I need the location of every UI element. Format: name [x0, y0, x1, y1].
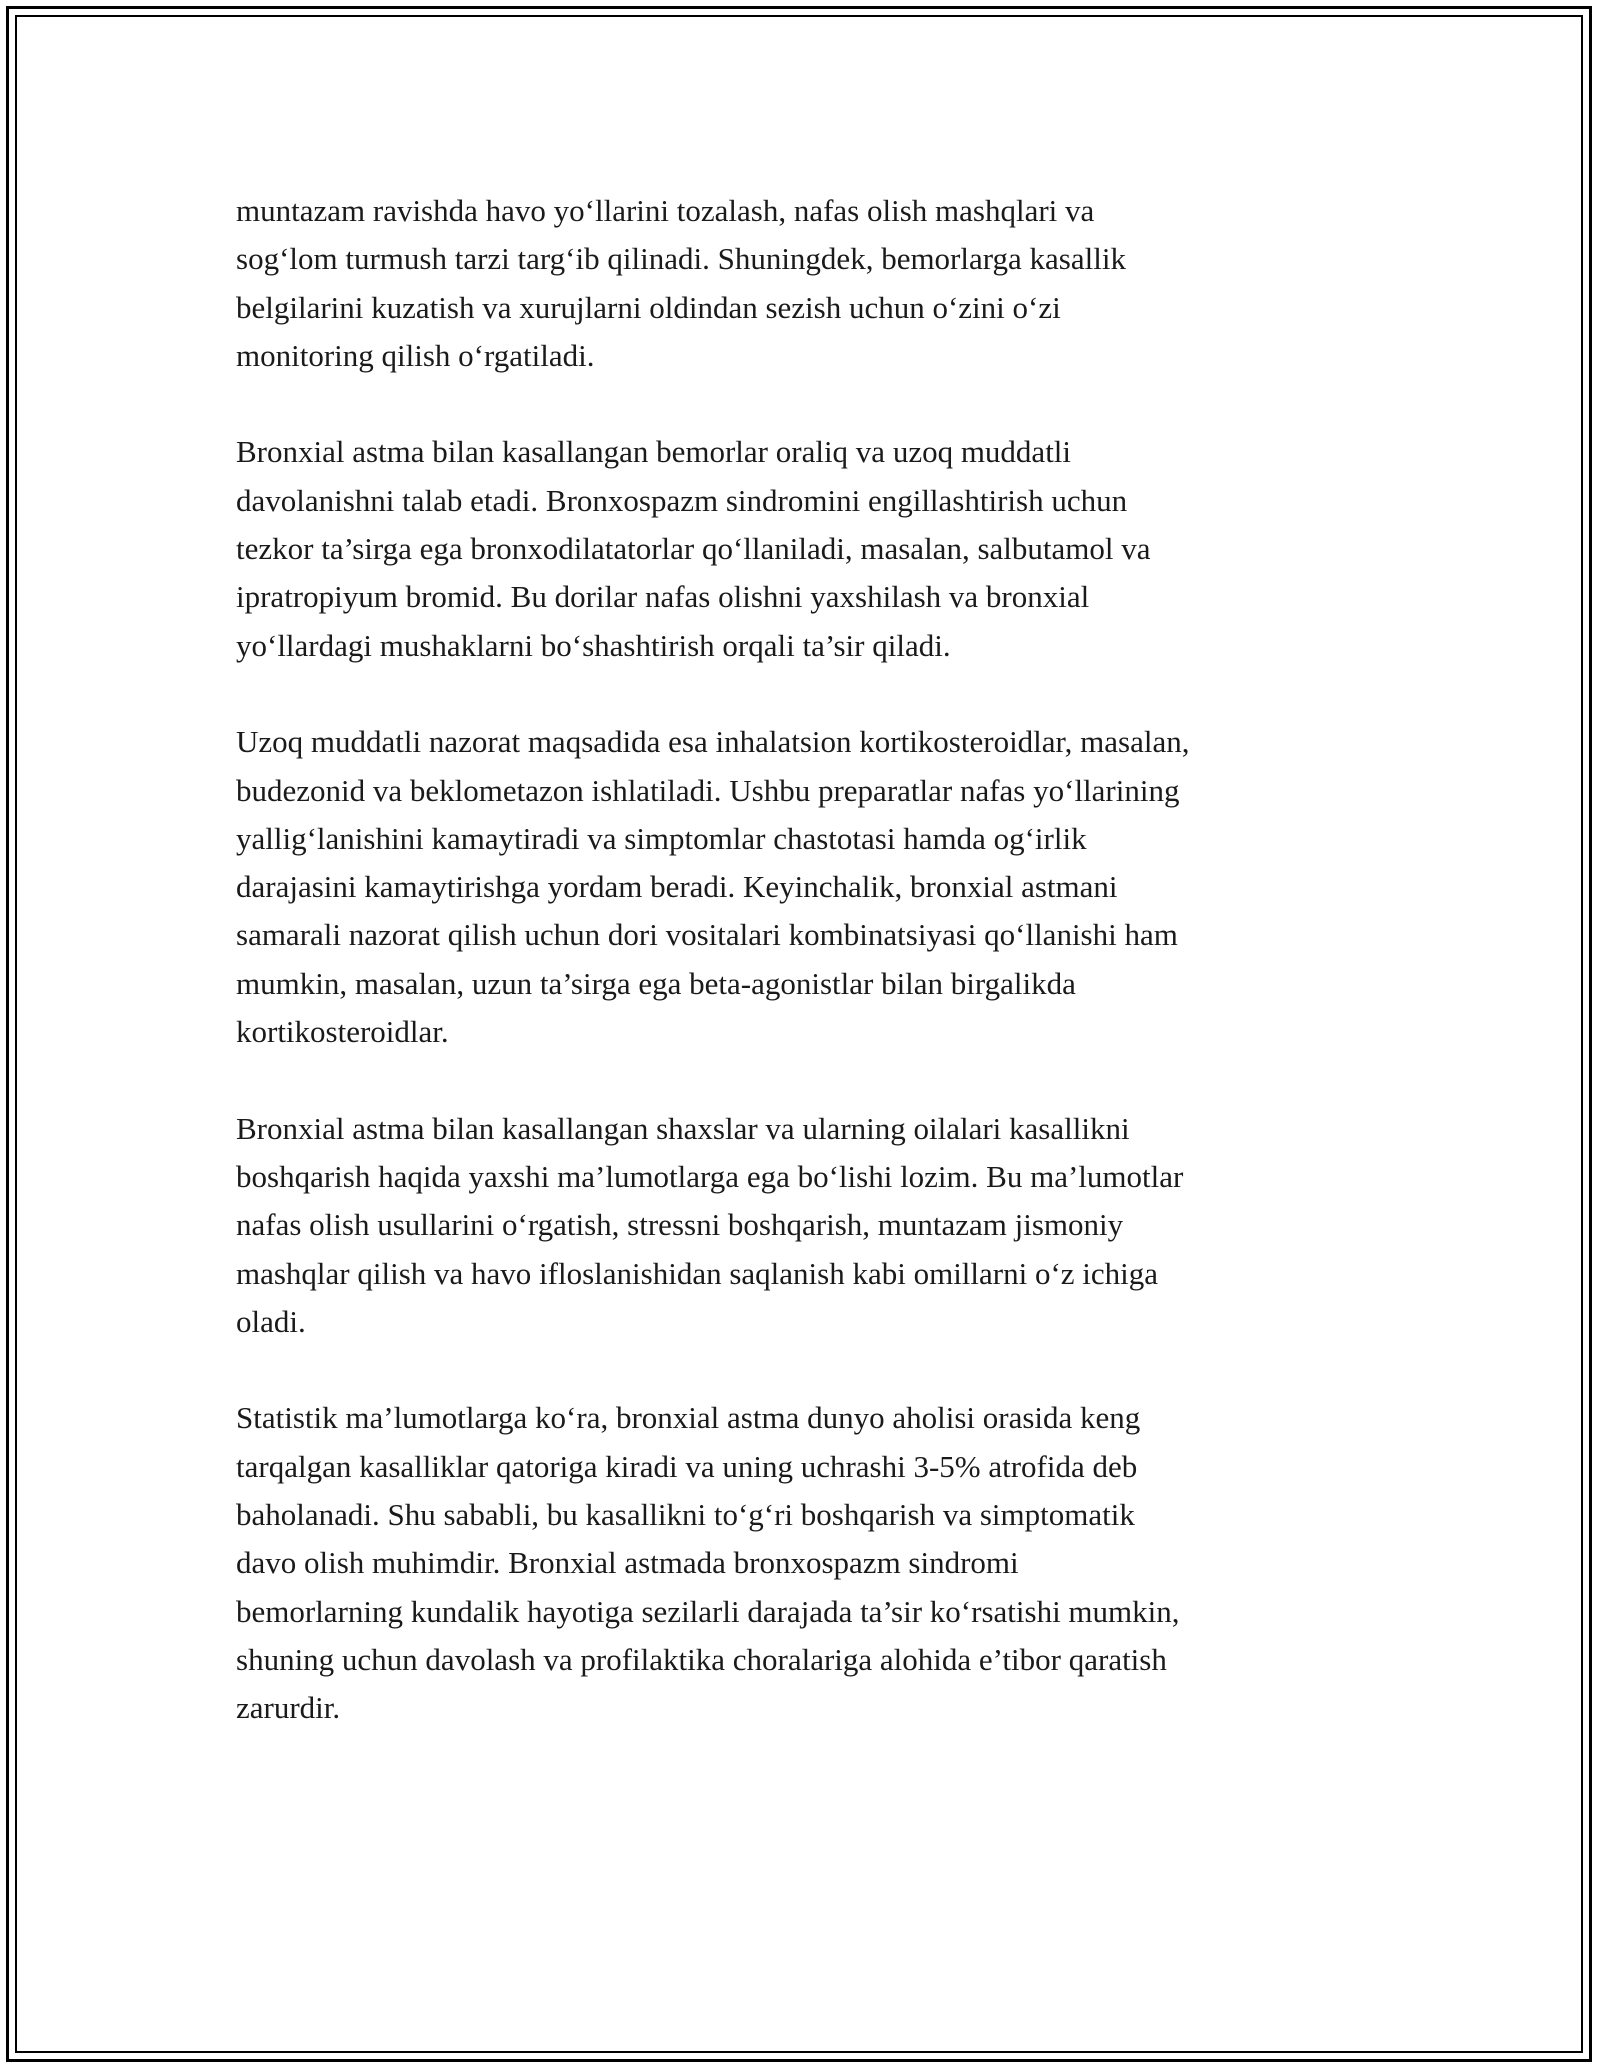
paragraph-2 [236, 428, 1376, 669]
text-line: boshqarish haqida yaxshi ma’lumotlarga ega bo‘lishi lozim. Bu ma’lumotlar [236, 1158, 1184, 1194]
text-line: nafas olish usullarini o‘rgatish, stressni boshqarish, muntazam jismoniy [236, 1207, 1124, 1243]
text-line: davo olish muhimdir. Bronxial astmada bronxospazm sindromi [236, 1545, 1019, 1581]
text-line: monitoring qilish o‘rgatiladi. [236, 337, 595, 373]
text-line: Uzoq muddatli nazorat maqsadida esa inhalatsion kortikosteroidlar, masalan, [236, 724, 1190, 760]
paragraph-5 [236, 1394, 1376, 1732]
text-line: yallig‘lanishini kamaytiradi va simptomlar chastotasi hamda og‘irlik [236, 820, 1087, 856]
text-line: zarurdir. [236, 1690, 341, 1726]
paragraph-1 [236, 187, 1376, 380]
text-line: baholanadi. Shu sababli, bu kasallikni to‘g‘ri boshqarish va simptomatik [236, 1497, 1135, 1533]
text-line: belgilarini kuzatish va xurujlarni oldindan sezish uchun o‘zini o‘zi [236, 289, 1061, 325]
text-line: mashqlar qilish va havo ifloslanishidan saqlanish kabi omillarni o‘z ichiga [236, 1255, 1159, 1291]
paragraph-4 [236, 1105, 1376, 1346]
text-line: tezkor ta’sirga ega bronxodilatatorlar qo‘llaniladi, masalan, salbutamol va [236, 531, 1151, 567]
text-line: bemorlarning kundalik hayotiga sezilarli darajada ta’sir ko‘rsatishi mumkin, [236, 1593, 1180, 1629]
paragraph-3 [236, 718, 1376, 1056]
text-line: budezonid va beklometazon ishlatiladi. Ushbu preparatlar nafas yo‘llarining [236, 772, 1180, 808]
text-line: tarqalgan kasalliklar qatoriga kiradi va uning uchrashi 3-5% atrofida deb [236, 1448, 1138, 1484]
text-line: samarali nazorat qilish uchun dori vositalari kombinatsiyasi qo‘llanishi ham [236, 917, 1178, 953]
text-line: yo‘llardagi mushaklarni bo‘shashtirish orqali ta’sir qiladi. [236, 627, 951, 663]
document-body [236, 187, 1376, 1781]
text-line: ipratropiyum bromid. Bu dorilar nafas olishni yaxshilash va bronxial [236, 579, 1090, 615]
text-line: kortikosteroidlar. [236, 1014, 449, 1050]
text-line: Statistik ma’lumotlarga ko‘ra, bronxial astma dunyo aholisi orasida keng [236, 1400, 1141, 1436]
text-line: darajasini kamaytirishga yordam beradi. Keyinchalik, bronxial astmani [236, 869, 1118, 905]
text-line: mumkin, masalan, uzun ta’sirga ega beta-agonistlar bilan birgalikda [236, 965, 1076, 1001]
text-line: Bronxial astma bilan kasallangan shaxslar va ularning oilalari kasallikni [236, 1110, 1130, 1146]
text-line: davolanishni talab etadi. Bronxospazm sindromini engillashtirish uchun [236, 482, 1128, 518]
text-line: sog‘lom turmush tarzi targ‘ib qilinadi. Shuningdek, bemorlarga kasallik [236, 241, 1126, 277]
text-line: shuning uchun davolash va profilaktika choralariga alohida e’tibor qaratish [236, 1641, 1167, 1677]
text-line: oladi. [236, 1303, 306, 1339]
text-line: muntazam ravishda havo yo‘llarini tozalash, nafas olish mashqlari va [236, 193, 1095, 228]
text-line: Bronxial astma bilan kasallangan bemorlar oraliq va uzoq muddatli [236, 434, 1072, 470]
